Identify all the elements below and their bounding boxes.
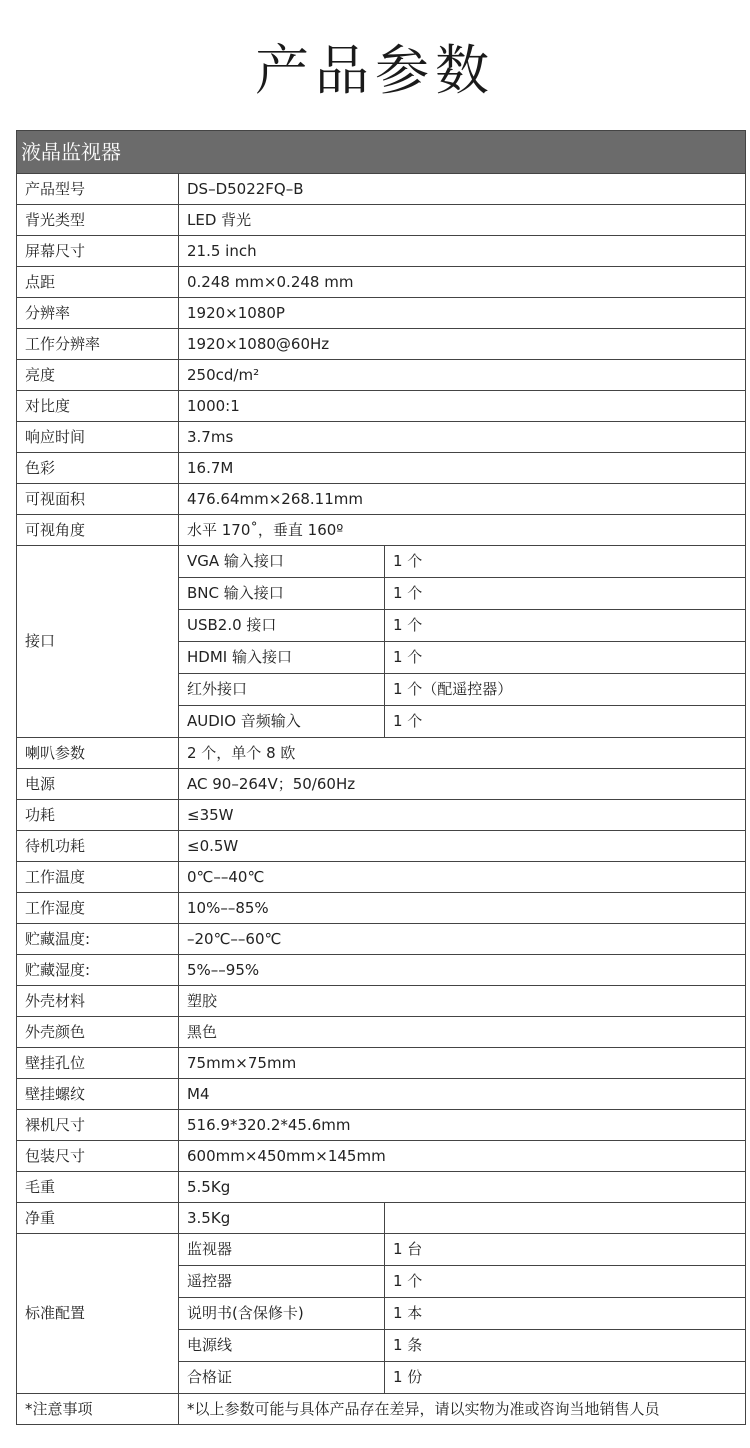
spec-label: 色彩 — [17, 453, 179, 484]
spec-label: 可视角度 — [17, 515, 179, 546]
sub-item-qty: 1 本 — [385, 1298, 746, 1330]
spec-value: 75mm×75mm — [179, 1048, 746, 1079]
spec-value: DS–D5022FQ–B — [179, 174, 746, 205]
sub-item-name: 合格证 — [179, 1362, 385, 1394]
table-row — [17, 546, 746, 578]
spec-value: 516.9*320.2*45.6mm — [179, 1110, 746, 1141]
spec-label: 包装尺寸 — [17, 1141, 179, 1172]
spec-label: 标准配置 — [17, 1234, 179, 1394]
spec-label: 净重 — [17, 1203, 179, 1234]
table-row — [17, 893, 746, 924]
spec-value: 1000:1 — [179, 391, 746, 422]
spec-label: 待机功耗 — [17, 831, 179, 862]
table-row — [17, 1017, 746, 1048]
spec-value: 3.7ms — [179, 422, 746, 453]
sub-item-qty: 1 条 — [385, 1330, 746, 1362]
table-row — [17, 986, 746, 1017]
table-row — [17, 862, 746, 893]
spec-value: ≤0.5W — [179, 831, 746, 862]
sub-item-name: 电源线 — [179, 1330, 385, 1362]
table-row — [17, 831, 746, 862]
page-title: 产品参数 — [255, 38, 495, 102]
sub-item-qty: 1 个 — [385, 546, 746, 578]
table-row — [17, 1172, 746, 1203]
sub-item-qty: 1 台 — [385, 1234, 746, 1266]
spec-value: 塑胶 — [179, 986, 746, 1017]
sub-item-qty: 1 个 — [385, 706, 746, 738]
spec-value: M4 — [179, 1079, 746, 1110]
spec-value: 黑色 — [179, 1017, 746, 1048]
spec-value: 250cd/m² — [179, 360, 746, 391]
sub-item-name: HDMI 输入接口 — [179, 642, 385, 674]
spec-value: 2 个，单个 8 欧 — [179, 738, 746, 769]
spec-label: 点距 — [17, 267, 179, 298]
spec-value: 16.7M — [179, 453, 746, 484]
spec-value: 1920×1080P — [179, 298, 746, 329]
sub-item-qty: 1 份 — [385, 1362, 746, 1394]
spec-value: 5%––95% — [179, 955, 746, 986]
table-row — [17, 267, 746, 298]
table-row — [17, 205, 746, 236]
spec-label: 接口 — [17, 546, 179, 738]
table-row — [17, 769, 746, 800]
spec-label: 响应时间 — [17, 422, 179, 453]
spec-value: 10%––85% — [179, 893, 746, 924]
table-row — [17, 924, 746, 955]
spec-value: 3.5Kg — [179, 1203, 385, 1234]
spec-value: 5.5Kg — [179, 1172, 746, 1203]
spec-label: 屏幕尺寸 — [17, 236, 179, 267]
spec-value: LED 背光 — [179, 205, 746, 236]
spec-value: 21.5 inch — [179, 236, 746, 267]
table-row — [17, 1079, 746, 1110]
empty-cell — [385, 1203, 746, 1234]
table-row — [17, 1234, 746, 1266]
table-row — [17, 738, 746, 769]
table-row — [17, 800, 746, 831]
spec-label: 壁挂螺纹 — [17, 1079, 179, 1110]
table-row — [17, 1110, 746, 1141]
table-row — [17, 1141, 746, 1172]
table-row — [17, 453, 746, 484]
table-row — [17, 515, 746, 546]
spec-label: 贮藏湿度: — [17, 955, 179, 986]
spec-label: 贮藏温度: — [17, 924, 179, 955]
spec-table — [16, 130, 746, 1425]
spec-label: 工作湿度 — [17, 893, 179, 924]
spec-label: 壁挂孔位 — [17, 1048, 179, 1079]
spec-label: 可视面积 — [17, 484, 179, 515]
sub-item-name: 监视器 — [179, 1234, 385, 1266]
note-label: *注意事项 — [17, 1394, 179, 1425]
spec-label: 背光类型 — [17, 205, 179, 236]
table-row — [17, 391, 746, 422]
sub-item-name: 遥控器 — [179, 1266, 385, 1298]
sub-item-qty: 1 个 — [385, 610, 746, 642]
spec-value: 476.64mm×268.11mm — [179, 484, 746, 515]
table-row — [17, 174, 746, 205]
spec-label: 工作温度 — [17, 862, 179, 893]
table-row — [17, 484, 746, 515]
spec-label: 喇叭参数 — [17, 738, 179, 769]
section-title: 液晶监视器 — [17, 131, 746, 174]
table-row — [17, 236, 746, 267]
sub-item-name: VGA 输入接口 — [179, 546, 385, 578]
table-row — [17, 329, 746, 360]
spec-label: 外壳颜色 — [17, 1017, 179, 1048]
table-row — [17, 955, 746, 986]
spec-value: 0.248 mm×0.248 mm — [179, 267, 746, 298]
sub-item-name: AUDIO 音频输入 — [179, 706, 385, 738]
table-row — [17, 1394, 746, 1425]
spec-value: 1920×1080@60Hz — [179, 329, 746, 360]
sub-item-qty: 1 个 — [385, 642, 746, 674]
spec-label: 电源 — [17, 769, 179, 800]
sub-item-qty: 1 个 — [385, 1266, 746, 1298]
sub-item-qty: 1 个（配遥控器） — [385, 674, 746, 706]
spec-value: 0℃––40℃ — [179, 862, 746, 893]
spec-label: 工作分辨率 — [17, 329, 179, 360]
spec-label: 产品型号 — [17, 174, 179, 205]
spec-label: 功耗 — [17, 800, 179, 831]
spec-label: 毛重 — [17, 1172, 179, 1203]
spec-value: –20℃––60℃ — [179, 924, 746, 955]
table-row — [17, 360, 746, 391]
spec-value: AC 90–264V；50/60Hz — [179, 769, 746, 800]
spec-value: ≤35W — [179, 800, 746, 831]
spec-label: 亮度 — [17, 360, 179, 391]
spec-label: 分辨率 — [17, 298, 179, 329]
sub-item-qty: 1 个 — [385, 578, 746, 610]
spec-label: 对比度 — [17, 391, 179, 422]
spec-value: 水平 170˚，垂直 160º — [179, 515, 746, 546]
table-row — [17, 298, 746, 329]
table-row — [17, 1048, 746, 1079]
spec-label: 外壳材料 — [17, 986, 179, 1017]
note-value: *以上参数可能与具体产品存在差异，请以实物为准或咨询当地销售人员 — [179, 1394, 746, 1425]
sub-item-name: BNC 输入接口 — [179, 578, 385, 610]
table-row — [17, 422, 746, 453]
sub-item-name: 红外接口 — [179, 674, 385, 706]
table-row — [17, 1203, 746, 1234]
spec-value: 600mm×450mm×145mm — [179, 1141, 746, 1172]
sub-item-name: 说明书(含保修卡) — [179, 1298, 385, 1330]
spec-label: 裸机尺寸 — [17, 1110, 179, 1141]
sub-item-name: USB2.0 接口 — [179, 610, 385, 642]
